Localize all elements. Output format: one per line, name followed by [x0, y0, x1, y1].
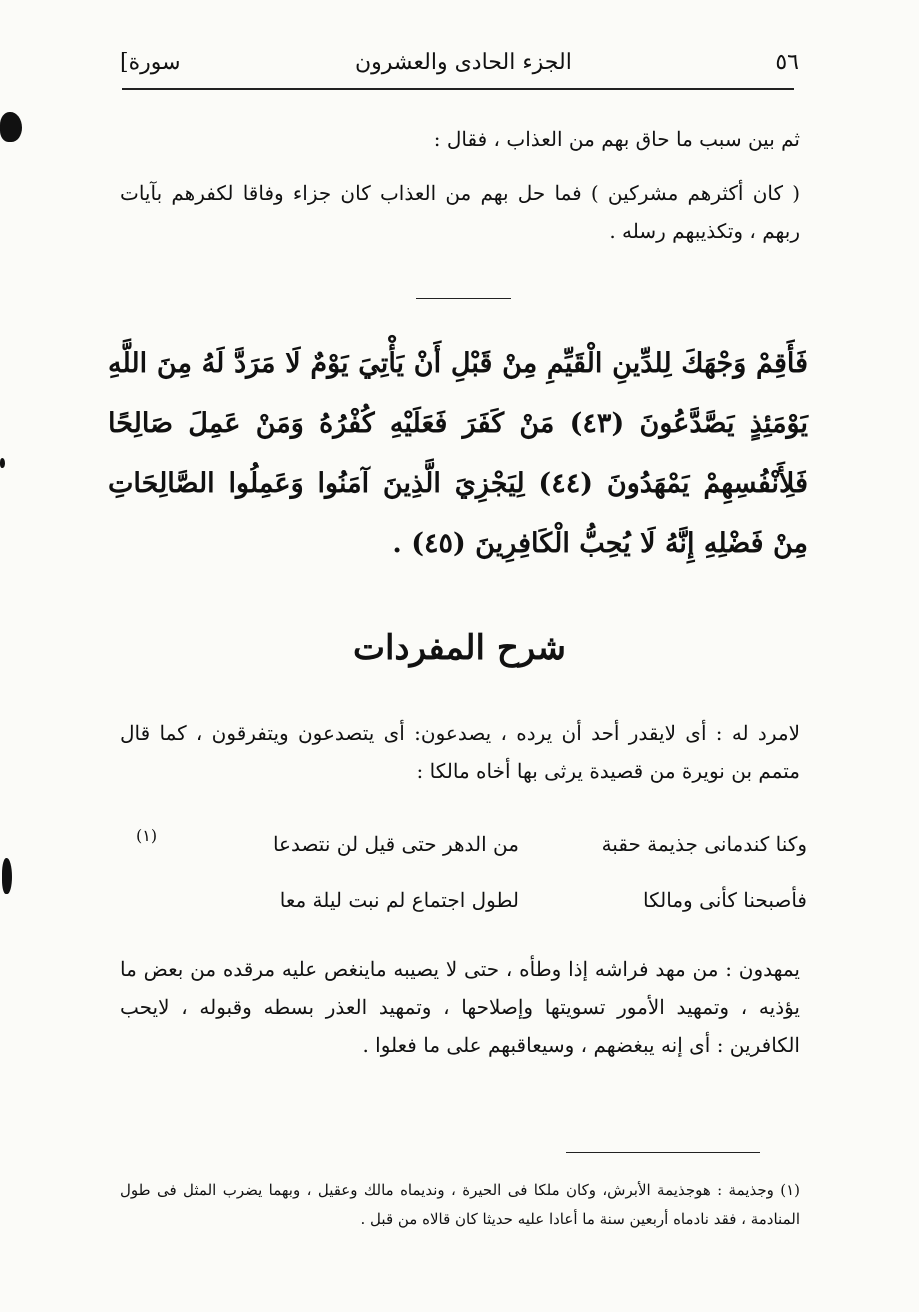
poem-verse-1-second-hemistich: من الدهر حتى قيل لن نتصدعا — [272, 832, 519, 856]
footnote: (١) وجذيمة : هوجذيمة الأبرش، وكان ملكا فى الحيرة ، ونديماه مالك وعقيل ، وبهما يضرب المثل فى طول المنادمة ، فقد نادماه أربعين سنة ما أعادا عليه حديثا كان قالاه من قبل . — [120, 1181, 800, 1228]
running-title: الجزء الحادى والعشرون — [355, 50, 572, 75]
poem-verse-1-first-hemistich: وكنا كندمانى جذيمة حقبة — [601, 832, 807, 856]
header-rule — [122, 88, 794, 90]
poem-verse-2-second-hemistich: لطول اجتماع لم نبت ليلة معا — [279, 888, 519, 912]
vocab-paragraph: يمهدون : من مهد فراشه إذا وطأه ، حتى لا يصيبه ماينغص عليه مرقده من بعض ما يؤذيه ، وتمهيد الأمور تسويتها وإصلاحها ، وتمهيد العذر بسطه وقبوله ، لايحب الكافرين : أى إنه يبغضهم ، وسيعاقبهم على ما فعلوا . — [120, 957, 800, 1057]
scan-blot-mark — [0, 112, 22, 142]
section-divider — [416, 298, 511, 299]
intro-paragraph: ( كان أكثرهم مشركين ) فما حل بهم من العذاب كان جزاء وفاقا لكفرهم بآيات ربهم ، وتكذيبهم رسله . — [120, 181, 800, 243]
section-title: شرح المفردات — [352, 628, 567, 668]
vocab-paragraph: لامرد له : أى لايقدر أحد أن يرده ، يصدعون: أى يتصدعون ويتفرقون ، كما قال متمم بن نويرة من قصيدة يرثى بها أخاه مالكا : — [120, 721, 800, 783]
scan-blot-mark — [0, 458, 5, 468]
surah-label: [سورة — [120, 50, 181, 75]
page-number: ٥٦ — [775, 50, 799, 75]
footnote-rule — [566, 1152, 760, 1153]
quran-verses: فَأَقِمْ وَجْهَكَ لِلدِّينِ الْقَيِّمِ مِنْ قَبْلِ أَنْ يَأْتِيَ يَوْمٌ لَا مَرَدَّ لَهُ مِنَ اللَّهِ يَوْمَئِذٍ يَصَّدَّعُونَ (٤٣) مَنْ كَفَرَ فَعَلَيْهِ كُفْرُهُ وَمَنْ عَمِلَ صَالِحًا فَلِأَنْفُسِهِمْ يَمْهَدُونَ (٤٤) لِيَجْزِيَ الَّذِينَ آمَنُوا وَعَمِلُوا الصَّالِحَاتِ مِنْ فَضْلِهِ إِنَّهُ لَا يُحِبُّ الْكَافِرِينَ (٤٥) . — [108, 348, 809, 559]
scan-blot-mark — [2, 858, 12, 894]
poem-verse-2-first-hemistich: فأصبحنا كأنى ومالكا — [643, 888, 807, 912]
footnote-marker: (١) — [136, 826, 158, 845]
intro-line: ثم بين سبب ما حاق بهم من العذاب ، فقال : — [433, 127, 800, 151]
